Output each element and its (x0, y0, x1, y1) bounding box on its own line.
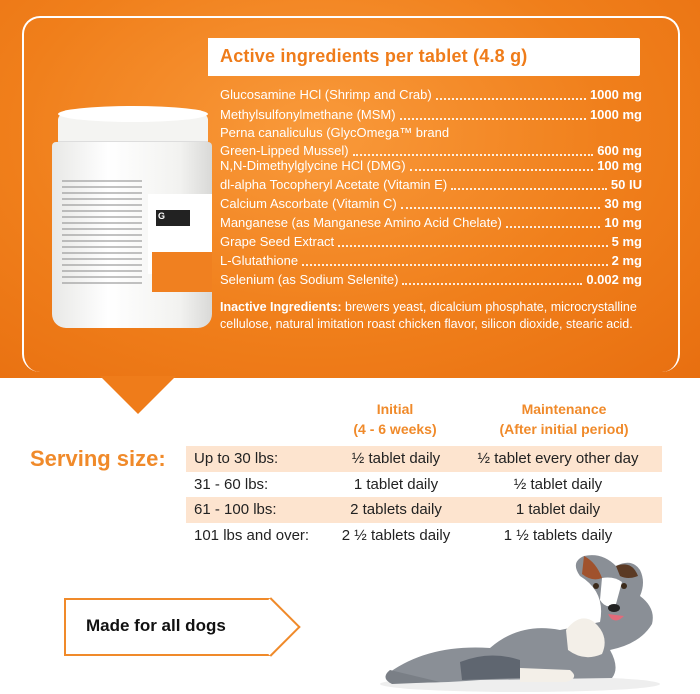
initial-cell: 2 tablets daily (350, 501, 442, 518)
table-row (186, 446, 662, 472)
table-row (186, 497, 662, 523)
ingredient-name: Manganese (as Manganese Amino Acid Chelate) (220, 215, 502, 230)
ingredient-row (220, 252, 642, 270)
header-line: Initial (376, 401, 414, 417)
made-for-text: Made for all dogs (86, 616, 226, 635)
serving-size-label: Serving size: (30, 446, 166, 471)
header-line: (4 - 6 weeks) (353, 421, 437, 437)
dot-leader (436, 98, 586, 100)
header-line: Maintenance (521, 401, 607, 417)
weight-cell: 101 lbs and over: (194, 527, 310, 544)
ingredient-name: dl-alpha Tocopheryl Acetate (Vitamin E) (220, 177, 448, 192)
ingredient-amount: 0.002 mg (586, 272, 642, 287)
ingredient-name: L-Glutathione (220, 253, 299, 268)
ingredient-name: Calcium Ascorbate (Vitamin C) (220, 196, 397, 211)
inactive-ingredients (220, 299, 640, 333)
maintenance-cell: 1 tablet daily (515, 501, 601, 518)
ingredient-amount: 1000 mg (589, 87, 642, 102)
ingredient-name: Green-Lipped Mussel) (220, 143, 349, 158)
ingredient-row (220, 233, 642, 251)
maintenance-cell: ½ tablet every other day (477, 450, 639, 467)
ingredient-name: Selenium (as Sodium Selenite) (220, 272, 399, 287)
inactive-label: Inactive Ingredients: (220, 300, 342, 314)
ingredient-amount: 600 mg (597, 143, 642, 158)
product-bottle-image (48, 104, 208, 329)
ingredient-name: Glucosamine HCl (Shrimp and Crab) (220, 87, 432, 102)
initial-cell: 2 ½ tablets daily (341, 527, 451, 544)
dot-leader (338, 245, 607, 247)
dot-leader (410, 169, 594, 171)
inactive-text: brewers yeast, dicalcium phosphate, microcrystalline cellulose, natural imitation roast chicken flavor, silicon dioxide, stearic acid. (220, 300, 637, 331)
ingredients-title: Active ingredients per tablet (4.8 g) (220, 46, 528, 66)
bottle-logo: G (156, 210, 190, 226)
header-line: (After initial period) (499, 421, 629, 437)
dot-leader (302, 264, 608, 266)
pointer-triangle (100, 376, 176, 414)
initial-cell: 1 tablet daily (353, 476, 439, 493)
ingredient-row (220, 157, 642, 175)
dot-leader (402, 283, 582, 285)
weight-cell: 31 - 60 lbs: (194, 476, 269, 493)
maintenance-header (466, 399, 662, 439)
table-row (186, 523, 662, 549)
ingredient-amount: 50 IU (610, 177, 642, 192)
initial-cell: ½ tablet daily (351, 450, 441, 467)
ingredient-row (220, 86, 642, 104)
ingredient-row (220, 176, 642, 194)
table-row (186, 472, 662, 498)
ingredient-row (220, 271, 642, 289)
dot-leader (401, 207, 601, 209)
bottle-cap-top (58, 106, 208, 122)
dog-image (370, 552, 670, 694)
bottle-label-text (62, 176, 142, 288)
ingredient-amount: 1000 mg (589, 107, 642, 122)
ingredient-row (220, 106, 642, 124)
dot-leader (353, 154, 594, 156)
ingredient-amount: 10 mg (604, 215, 642, 230)
ingredient-row (220, 124, 642, 160)
ingredient-name: Methylsulfonylmethane (MSM) (220, 107, 396, 122)
maintenance-cell: ½ tablet daily (513, 476, 603, 493)
ingredient-amount: 2 mg (611, 253, 642, 268)
weight-cell: 61 - 100 lbs: (194, 501, 277, 518)
dot-leader (400, 118, 586, 120)
ingredient-row (220, 214, 642, 232)
ingredient-amount: 100 mg (597, 158, 642, 173)
dot-leader (451, 188, 607, 190)
ingredient-name-line1: Perna canaliculus (GlycOmega™ brand (220, 125, 450, 140)
ingredient-name: N,N-Dimethylglycine HCl (DMG) (220, 158, 406, 173)
ingredient-name: Grape Seed Extract (220, 234, 335, 249)
ingredient-amount: 5 mg (611, 234, 642, 249)
dot-leader (506, 226, 601, 228)
ingredient-amount: 30 mg (604, 196, 642, 211)
maintenance-cell: 1 ½ tablets daily (503, 527, 613, 544)
ingredient-row (220, 195, 642, 213)
weight-cell: Up to 30 lbs: (194, 450, 279, 467)
bottle-label-orange (152, 252, 212, 292)
initial-header (330, 399, 460, 439)
